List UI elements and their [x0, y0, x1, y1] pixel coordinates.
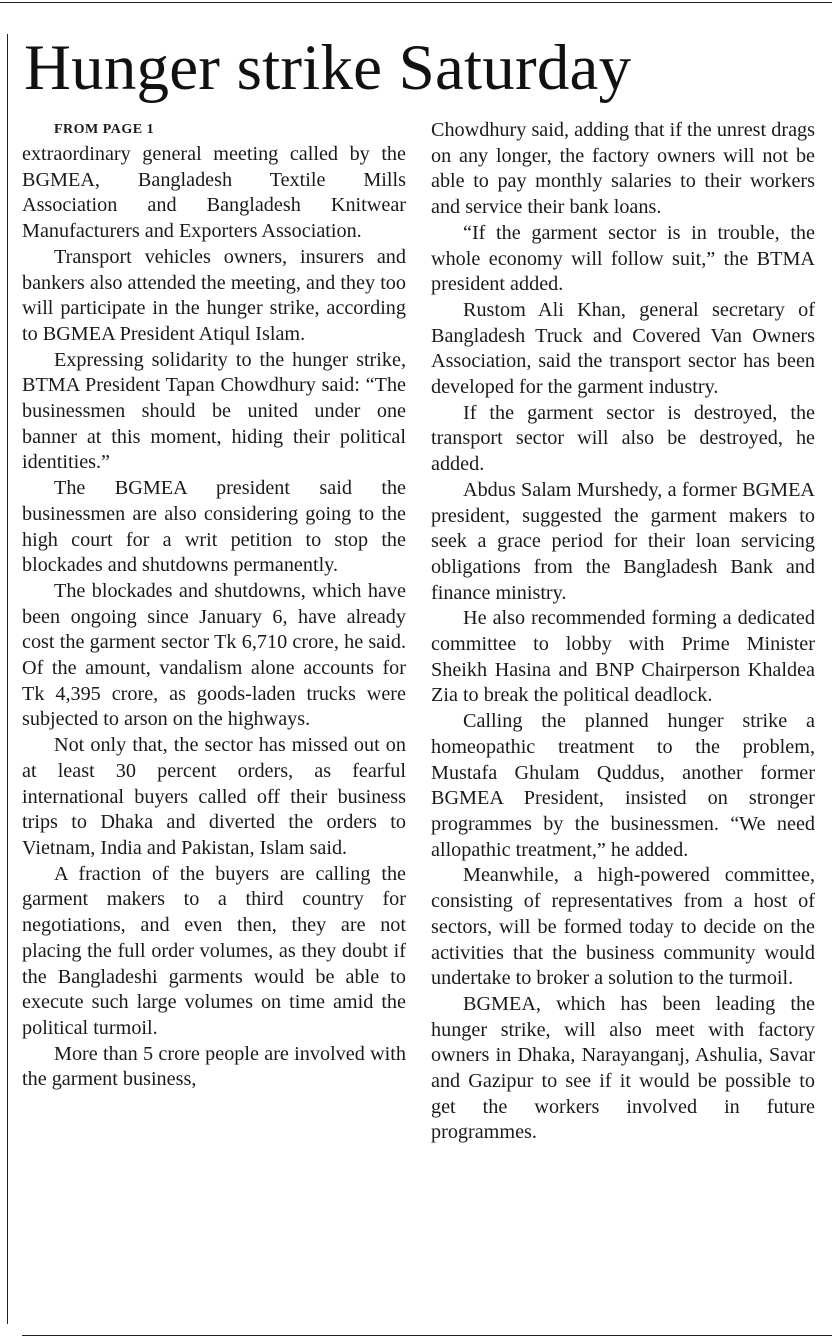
paragraph: Transport vehicles owners, insurers and bankers also attended the meeting, and they too will participate in the hunger strike, according to BGMEA President Atiqul Islam. [22, 245, 406, 345]
right-column [431, 118, 815, 1146]
kicker: FROM PAGE 1 [54, 122, 155, 137]
paragraph: The BGMEA president said the businessmen are also considering going to the high court for a writ petition to stop the blockades and shutdowns permanently. [22, 477, 406, 577]
paragraph: Rustom Ali Khan, general secretary of Bangladesh Truck and Covered Van Owners Association, said the transport sector has been developed for the garment industry. [431, 298, 815, 399]
left-column [22, 118, 406, 1093]
paragraph: A fraction of the buyers are calling the garment makers to a third country for negotiations, and even then, they are not placing the full order volumes, as they doubt if the Bangladeshi garments would be able to execute such large volumes on time amid the political turmoil. [22, 862, 406, 1039]
paragraph: Abdus Salam Murshedy, a former BGMEA president, suggested the garment makers to seek a grace period for their loan servicing obligations from the Bangladesh Bank and finance ministry. [431, 478, 815, 604]
paragraph: He also recommended forming a dedicated committee to lobby with Prime Minister Sheikh Hasina and BNP Chairperson Khaldea Zia to break the political deadlock. [431, 607, 815, 707]
paragraph: The blockades and shutdowns, which have been ongoing since January 6, have already cost the garment sector Tk 6,710 crore, he said. Of the amount, vandalism alone accounts for Tk 4,395 crore, as goods-laden trucks were subjected to arson on the highways. [22, 579, 406, 731]
paragraph: Expressing solidarity to the hunger strike, BTMA President Tapan Chowdhury said: “The businessmen should be united under one banner at this moment, hiding their political identities.” [22, 348, 406, 474]
paragraph: Chowdhury said, adding that if the unrest drags on any longer, the factory owners will not be able to pay monthly salaries to their workers and service their bank loans. [431, 119, 815, 219]
paragraph: “If the garment sector is in trouble, the whole economy will follow suit,” the BTMA president added. [431, 221, 815, 296]
paragraph: extraordinary general meeting called by the BGMEA, Bangladesh Textile Mills Association and Bangladesh Knitwear Manufacturers and Exporters Association. [22, 143, 406, 243]
paragraph: If the garment sector is destroyed, the transport sector will also be destroyed, he added. [431, 401, 815, 476]
top-rule [0, 2, 832, 3]
left-rule [7, 34, 8, 1324]
paragraph: Not only that, the sector has missed out on at least 30 percent orders, as fearful international buyers called off their business trips to Dhaka and diverted the orders to Vietnam, India and Pakistan, Islam said. [22, 734, 406, 859]
paragraph: Meanwhile, a high-powered committee, consisting of representatives from a host of sectors, will be formed today to decide on the activities that the business community would undertake to broker a solution to the turmoil. [431, 864, 815, 990]
bottom-rule [22, 1335, 832, 1336]
headline: Hunger strike Saturday [24, 32, 632, 104]
paragraph: BGMEA, which has been leading the hunger strike, will also meet with factory owners in Dhaka, Narayanganj, Ashulia, Savar and Gazipur to see if it would be possible to get the workers involved in future programmes. [431, 992, 815, 1144]
paragraph: Calling the planned hunger strike a homeopathic treatment to the problem, Mustafa Ghulam Quddus, another former BGMEA President, insisted on stronger programmes by the businessmen. “We need allopathic treatment,” he added. [431, 710, 815, 861]
paragraph: More than 5 crore people are involved with the garment business, [22, 1042, 406, 1091]
